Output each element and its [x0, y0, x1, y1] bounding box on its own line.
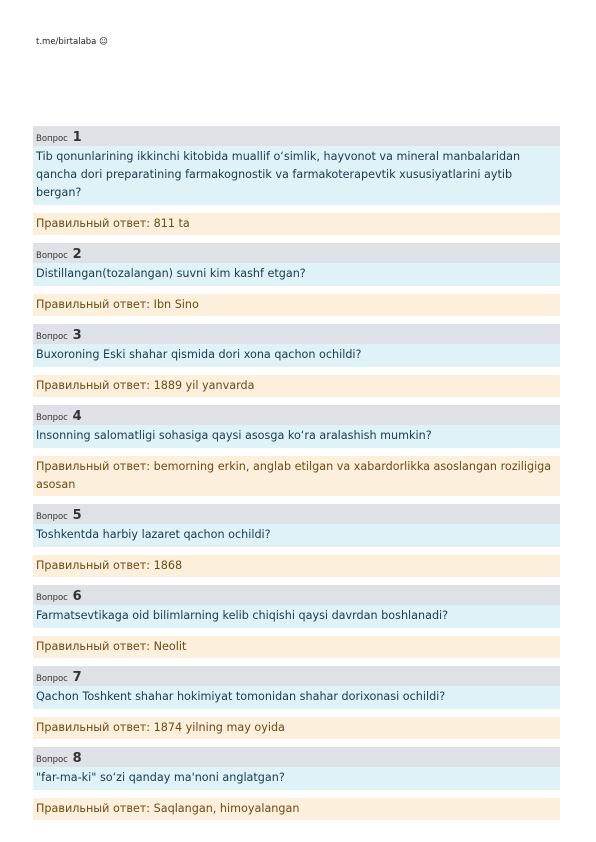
question-header [33, 747, 560, 767]
question-text: Insonning salomatligi sohasiga qaysi asosga ko‘ra aralashish mumkin? [33, 425, 560, 448]
question-block [33, 126, 560, 235]
question-block [33, 324, 560, 397]
question-label: Вопрос [36, 251, 68, 261]
answer-prefix: Правильный ответ: [36, 559, 151, 572]
question-number: 2 [72, 247, 82, 262]
question-header [33, 504, 560, 524]
question-label: Вопрос [36, 755, 68, 765]
question-number: 6 [72, 589, 82, 604]
question-label: Вопрос [36, 593, 68, 603]
question-text: Buxoroning Eski shahar qismida dori xona qachon ochildi? [33, 344, 560, 367]
answer-prefix: Правильный ответ: [36, 721, 151, 734]
answer-box [33, 294, 560, 316]
question-text: Tib qonunlarining ikkinchi kitobida muallif o‘simlik, hayvonot va mineral manbalaridan qancha dori preparatining farmakognostik va farmakoterapevtik xususiyatlarini aytib bergan? [33, 146, 560, 205]
question-text: Distillangan(tozalangan) suvni kim kashf etgan? [33, 263, 560, 286]
answer-prefix: Правильный ответ: [36, 802, 151, 815]
question-block [33, 243, 560, 316]
question-block [33, 747, 560, 820]
question-label: Вопрос [36, 134, 68, 144]
answer-box [33, 456, 560, 496]
question-block [33, 504, 560, 577]
question-label: Вопрос [36, 674, 68, 684]
question-header [33, 126, 560, 146]
question-block [33, 666, 560, 739]
question-text: Toshkentda harbiy lazaret qachon ochildi? [33, 524, 560, 547]
question-block [33, 405, 560, 496]
answer-prefix: Правильный ответ: [36, 379, 151, 392]
answer-text: 811 ta [153, 217, 190, 230]
question-text: Farmatsevtikaga oid bilimlarning kelib chiqishi qaysi davrdan boshlanadi? [33, 605, 560, 628]
question-number: 3 [72, 328, 82, 343]
answer-text: Saqlangan, himoyalangan [153, 802, 300, 815]
question-number: 8 [72, 751, 82, 766]
question-label: Вопрос [36, 413, 68, 423]
answer-box [33, 636, 560, 658]
answer-text: 1889 yil yanvarda [153, 379, 255, 392]
question-number: 5 [72, 508, 82, 523]
answer-text: 1868 [153, 559, 183, 572]
question-text: "far-ma-ki" so‘zi qanday ma'noni anglatgan? [33, 767, 560, 790]
question-number: 1 [72, 130, 82, 145]
question-number: 4 [72, 409, 82, 424]
question-header [33, 243, 560, 263]
answer-text: 1874 yilning may oyida [153, 721, 285, 734]
question-block [33, 585, 560, 658]
question-header [33, 324, 560, 344]
question-label: Вопрос [36, 332, 68, 342]
answer-prefix: Правильный ответ: [36, 640, 151, 653]
answer-text: Ibn Sino [153, 298, 199, 311]
answer-text: Neolit [153, 640, 187, 653]
answer-prefix: Правильный ответ: [36, 460, 151, 473]
question-label: Вопрос [36, 512, 68, 522]
channel-link[interactable]: t.me/birtalaba ☺ [36, 37, 108, 47]
question-header [33, 405, 560, 425]
answer-box [33, 717, 560, 739]
answer-box [33, 798, 560, 820]
question-text: Qachon Toshkent shahar hokimiyat tomonidan shahar dorixonasi ochildi? [33, 686, 560, 709]
answer-prefix: Правильный ответ: [36, 298, 151, 311]
answer-box [33, 375, 560, 397]
question-header [33, 666, 560, 686]
answer-prefix: Правильный ответ: [36, 217, 151, 230]
answer-text: bemorning erkin, anglab etilgan va xabardorlikka asoslangan roziligiga asosan [36, 460, 552, 491]
question-number: 7 [72, 670, 82, 685]
question-header [33, 585, 560, 605]
quiz-list [33, 126, 560, 828]
answer-box [33, 213, 560, 235]
answer-box [33, 555, 560, 577]
